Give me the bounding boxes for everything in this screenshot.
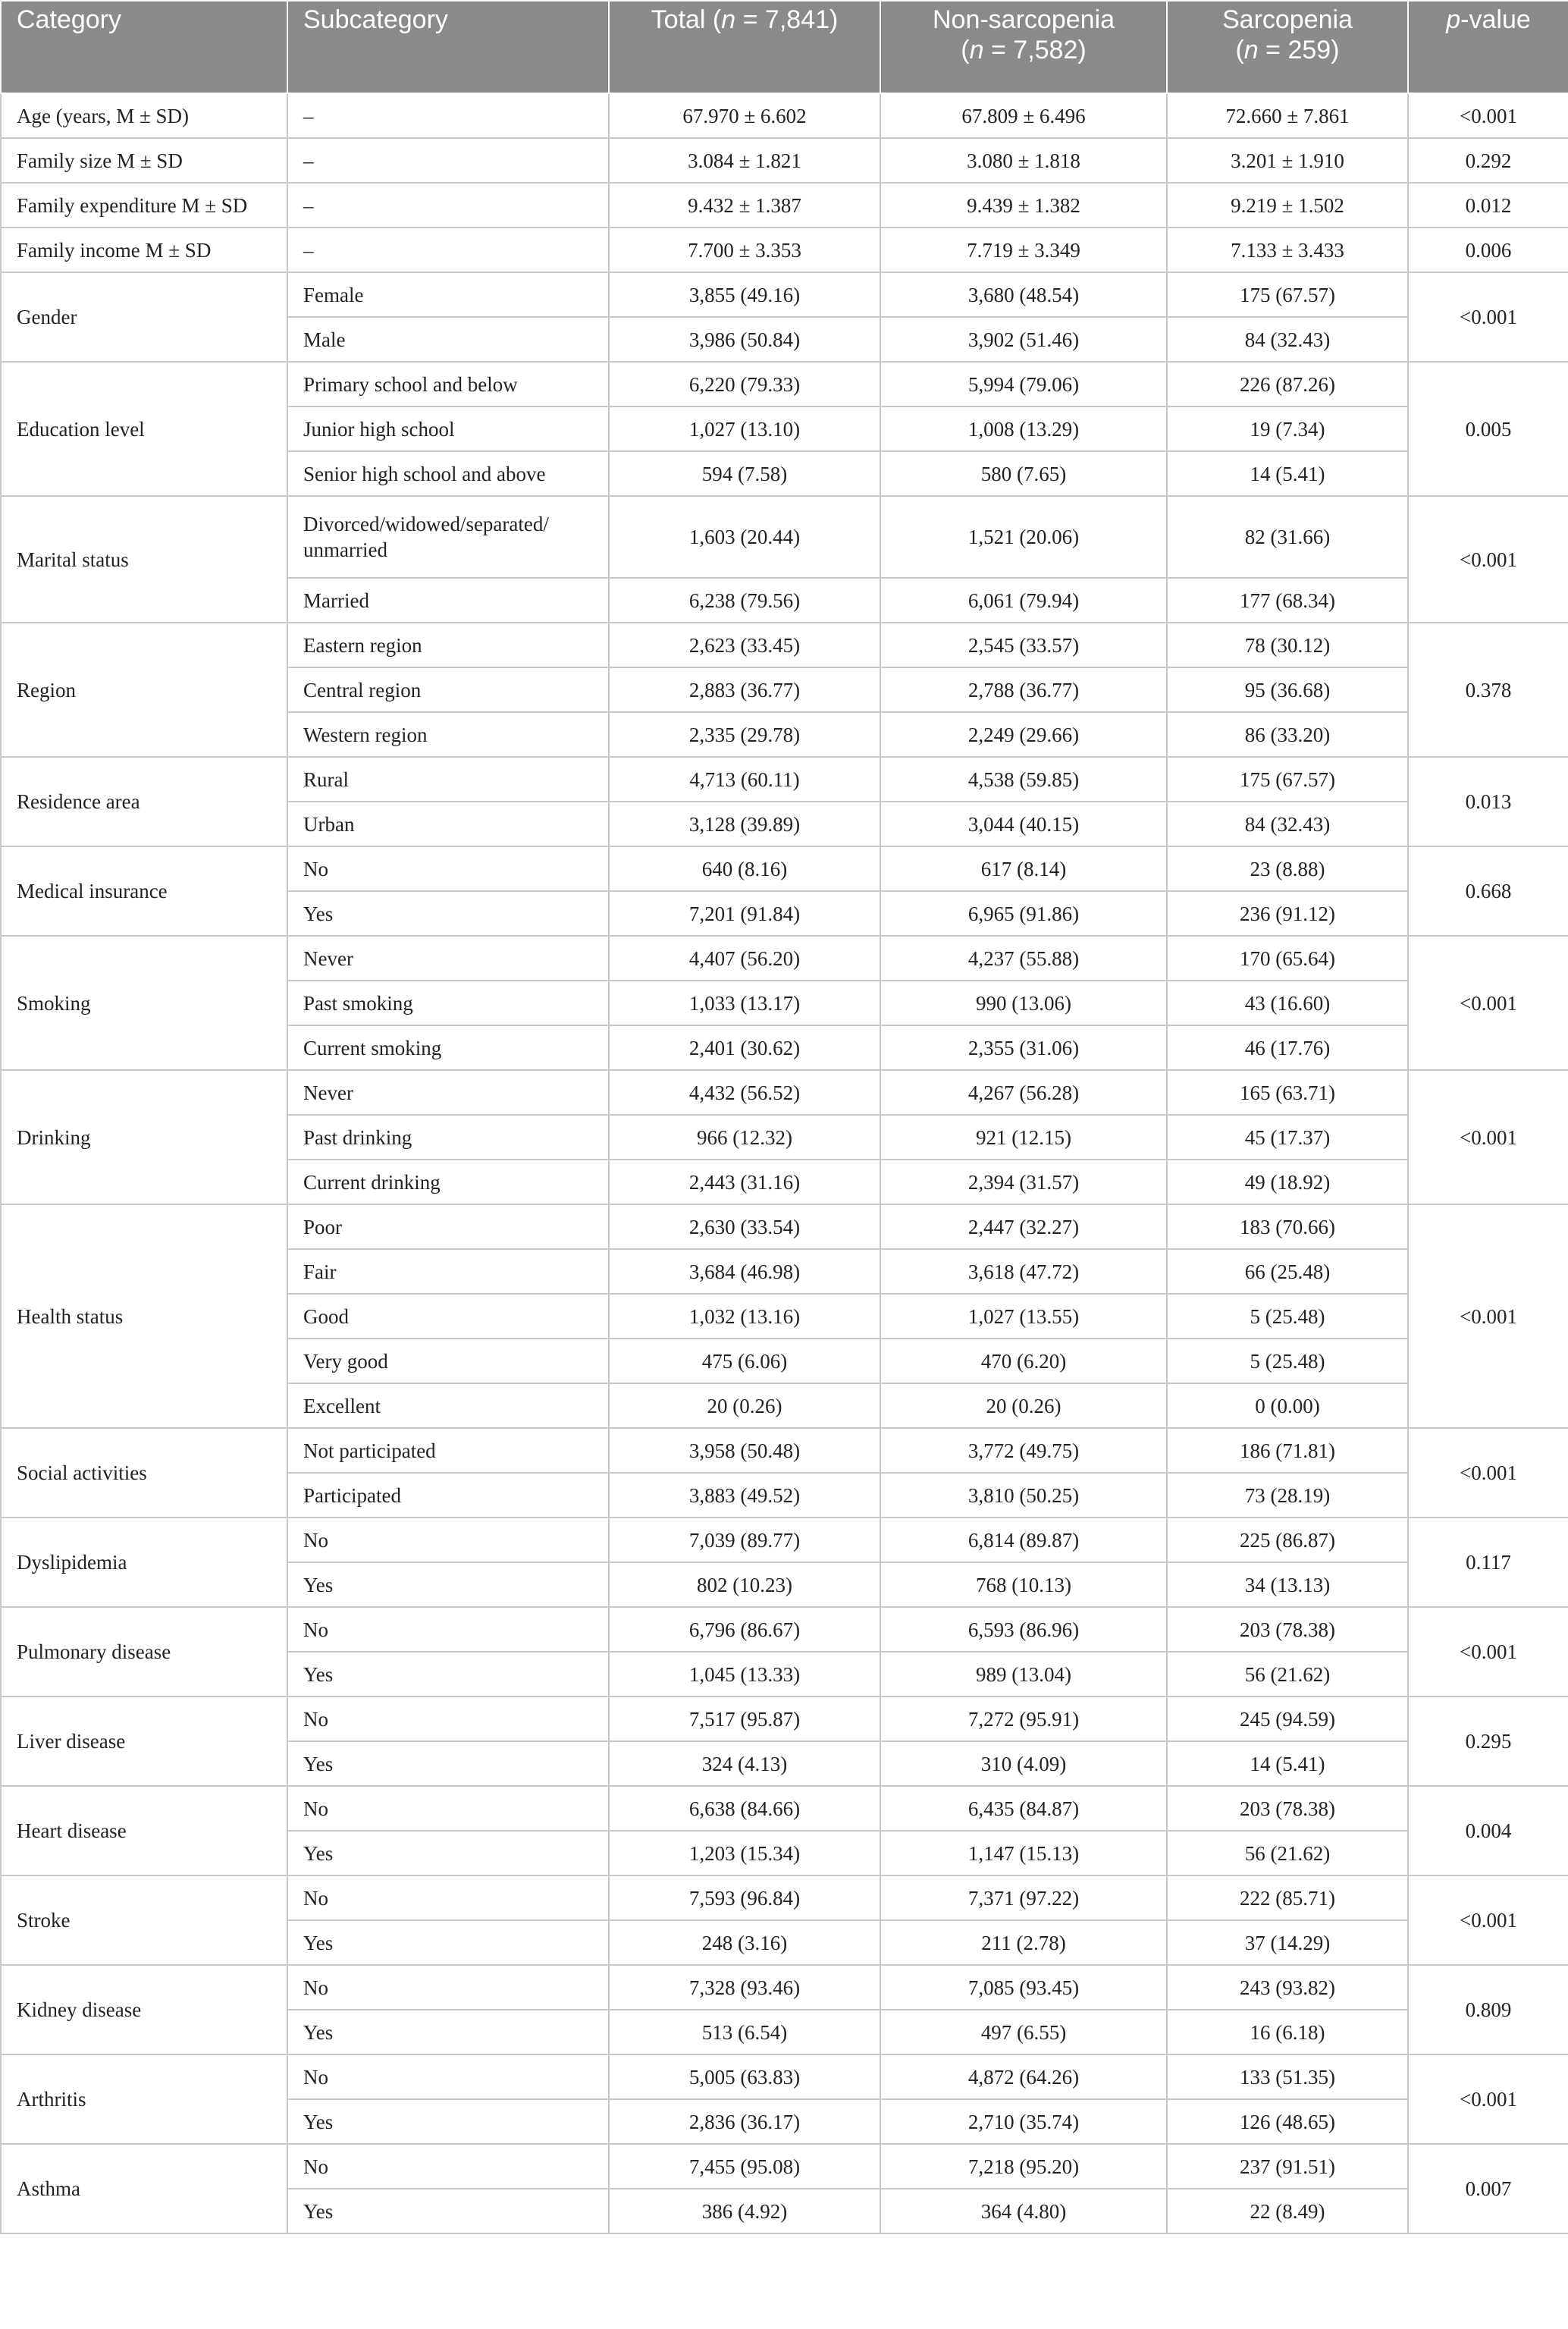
total-cell: 67.970 ± 6.602 <box>609 93 880 138</box>
p-value-cell: <0.001 <box>1408 936 1568 1070</box>
p-value-cell: <0.001 <box>1408 272 1568 362</box>
total-cell: 20 (0.26) <box>609 1383 880 1428</box>
sarcopenia-cell: 84 (32.43) <box>1167 317 1408 362</box>
subcategory-cell: No <box>287 1697 609 1741</box>
total-cell: 2,335 (29.78) <box>609 712 880 757</box>
non-sarcopenia-cell: 7.719 ± 3.349 <box>880 228 1167 272</box>
table-row <box>1 1697 1568 1741</box>
category-cell: Social activities <box>1 1428 287 1518</box>
sarcopenia-cell: 245 (94.59) <box>1167 1697 1408 1741</box>
sarcopenia-cell: 23 (8.88) <box>1167 846 1408 891</box>
subcategory-cell: Not participated <box>287 1428 609 1473</box>
non-sarcopenia-cell: 1,521 (20.06) <box>880 496 1167 578</box>
total-cell: 6,796 (86.67) <box>609 1607 880 1652</box>
sarcopenia-cell: 236 (91.12) <box>1167 891 1408 936</box>
category-cell: Medical insurance <box>1 846 287 936</box>
category-cell: Family size M ± SD <box>1 138 287 183</box>
subcategory-cell: No <box>287 2054 609 2099</box>
table-row <box>1 1518 1568 1562</box>
sarcopenia-cell: 37 (14.29) <box>1167 1920 1408 1965</box>
total-cell: 5,005 (63.83) <box>609 2054 880 2099</box>
category-cell: Dyslipidemia <box>1 1518 287 1607</box>
sarcopenia-cell: 22 (8.49) <box>1167 2189 1408 2233</box>
table-row <box>1 93 1568 138</box>
sarcopenia-cell: 170 (65.64) <box>1167 936 1408 981</box>
table-row <box>1 183 1568 228</box>
non-sarcopenia-cell: 1,027 (13.55) <box>880 1294 1167 1339</box>
total-cell: 3,855 (49.16) <box>609 272 880 317</box>
subcategory-cell: Yes <box>287 1562 609 1607</box>
category-cell: Family expenditure M ± SD <box>1 183 287 228</box>
total-cell: 7,328 (93.46) <box>609 1965 880 2010</box>
non-sarcopenia-cell: 3,680 (48.54) <box>880 272 1167 317</box>
p-value-cell: <0.001 <box>1408 496 1568 623</box>
category-cell: Kidney disease <box>1 1965 287 2054</box>
subcategory-cell: Yes <box>287 2099 609 2144</box>
subcategory-cell: No <box>287 2144 609 2189</box>
subcategory-cell: Never <box>287 936 609 981</box>
sarcopenia-cell: 95 (36.68) <box>1167 667 1408 712</box>
total-cell: 4,432 (56.52) <box>609 1070 880 1115</box>
sarcopenia-cell: 225 (86.87) <box>1167 1518 1408 1562</box>
subcategory-cell: Central region <box>287 667 609 712</box>
total-cell: 9.432 ± 1.387 <box>609 183 880 228</box>
non-sarcopenia-cell: 364 (4.80) <box>880 2189 1167 2233</box>
non-sarcopenia-cell: 2,394 (31.57) <box>880 1160 1167 1204</box>
sarcopenia-cell: 78 (30.12) <box>1167 623 1408 667</box>
table-row <box>1 1875 1568 1920</box>
subcategory-cell: No <box>287 1965 609 2010</box>
total-cell: 3,684 (46.98) <box>609 1249 880 1294</box>
total-cell: 966 (12.32) <box>609 1115 880 1160</box>
p-value-cell: 0.007 <box>1408 2144 1568 2233</box>
p-value-cell: 0.809 <box>1408 1965 1568 2054</box>
total-cell: 1,603 (20.44) <box>609 496 880 578</box>
header-non-sarcopenia: Non-sarcopenia (n = 7,582) <box>880 1 1167 93</box>
header-total: Total (n = 7,841) <box>609 1 880 93</box>
p-value-cell: 0.378 <box>1408 623 1568 757</box>
subcategory-cell: Urban <box>287 802 609 846</box>
subcategory-cell: Western region <box>287 712 609 757</box>
sarcopenia-cell: 183 (70.66) <box>1167 1204 1408 1249</box>
non-sarcopenia-cell: 9.439 ± 1.382 <box>880 183 1167 228</box>
non-sarcopenia-cell: 3.080 ± 1.818 <box>880 138 1167 183</box>
header-sarc-n: n <box>1243 36 1259 64</box>
table-row <box>1 1428 1568 1473</box>
category-cell: Stroke <box>1 1875 287 1965</box>
total-cell: 475 (6.06) <box>609 1339 880 1383</box>
total-cell: 6,638 (84.66) <box>609 1786 880 1831</box>
table-row <box>1 1965 1568 2010</box>
total-cell: 3.084 ± 1.821 <box>609 138 880 183</box>
non-sarcopenia-cell: 1,008 (13.29) <box>880 406 1167 451</box>
sarcopenia-cell: 84 (32.43) <box>1167 802 1408 846</box>
total-cell: 1,203 (15.34) <box>609 1831 880 1875</box>
subcategory-cell: Yes <box>287 1652 609 1697</box>
category-cell: Drinking <box>1 1070 287 1204</box>
non-sarcopenia-cell: 2,249 (29.66) <box>880 712 1167 757</box>
subcategory-cell: Divorced/widowed/separated/ unmarried <box>287 496 609 578</box>
total-cell: 2,623 (33.45) <box>609 623 880 667</box>
category-cell: Gender <box>1 272 287 362</box>
subcategory-cell: Junior high school <box>287 406 609 451</box>
sarcopenia-cell: 86 (33.20) <box>1167 712 1408 757</box>
table-row <box>1 228 1568 272</box>
total-cell: 4,407 (56.20) <box>609 936 880 981</box>
sarcopenia-cell: 237 (91.51) <box>1167 2144 1408 2189</box>
total-cell: 2,836 (36.17) <box>609 2099 880 2144</box>
subcategory-cell: Rural <box>287 757 609 802</box>
total-cell: 594 (7.58) <box>609 451 880 496</box>
non-sarcopenia-cell: 6,814 (89.87) <box>880 1518 1167 1562</box>
subcategory-cell: Poor <box>287 1204 609 1249</box>
category-cell: Family income M ± SD <box>1 228 287 272</box>
header-sarcopenia: Sarcopenia (n = 259) <box>1167 1 1408 93</box>
non-sarcopenia-cell: 6,593 (86.96) <box>880 1607 1167 1652</box>
subcategory-cell: Primary school and below <box>287 362 609 406</box>
p-value-cell: 0.013 <box>1408 757 1568 846</box>
sarcopenia-cell: 186 (71.81) <box>1167 1428 1408 1473</box>
non-sarcopenia-cell: 580 (7.65) <box>880 451 1167 496</box>
non-sarcopenia-cell: 1,147 (15.13) <box>880 1831 1167 1875</box>
sarcopenia-cell: 46 (17.76) <box>1167 1025 1408 1070</box>
total-cell: 7,039 (89.77) <box>609 1518 880 1562</box>
total-cell: 1,033 (13.17) <box>609 981 880 1025</box>
table-row <box>1 936 1568 981</box>
total-cell: 6,220 (79.33) <box>609 362 880 406</box>
total-cell: 7.700 ± 3.353 <box>609 228 880 272</box>
total-cell: 7,455 (95.08) <box>609 2144 880 2189</box>
p-value-cell: 0.668 <box>1408 846 1568 936</box>
total-cell: 513 (6.54) <box>609 2010 880 2054</box>
non-sarcopenia-cell: 67.809 ± 6.496 <box>880 93 1167 138</box>
non-sarcopenia-cell: 2,710 (35.74) <box>880 2099 1167 2144</box>
table-row <box>1 272 1568 317</box>
subcategory-cell: No <box>287 846 609 891</box>
total-cell: 6,238 (79.56) <box>609 578 880 623</box>
subcategory-cell: Yes <box>287 1920 609 1965</box>
total-cell: 2,443 (31.16) <box>609 1160 880 1204</box>
p-value-cell: 0.292 <box>1408 138 1568 183</box>
sarcopenia-cell: 175 (67.57) <box>1167 272 1408 317</box>
sarcopenia-cell: 34 (13.13) <box>1167 1562 1408 1607</box>
table-row <box>1 2054 1568 2099</box>
sarcopenia-cell: 222 (85.71) <box>1167 1875 1408 1920</box>
non-sarcopenia-cell: 617 (8.14) <box>880 846 1167 891</box>
sarcopenia-cell: 9.219 ± 1.502 <box>1167 183 1408 228</box>
total-cell: 4,713 (60.11) <box>609 757 880 802</box>
total-cell: 1,027 (13.10) <box>609 406 880 451</box>
sarcopenia-cell: 0 (0.00) <box>1167 1383 1408 1428</box>
subcategory-cell: Good <box>287 1294 609 1339</box>
non-sarcopenia-cell: 4,538 (59.85) <box>880 757 1167 802</box>
non-sarcopenia-cell: 7,218 (95.20) <box>880 2144 1167 2189</box>
table-row <box>1 2144 1568 2189</box>
p-value-cell: <0.001 <box>1408 1428 1568 1518</box>
p-value-cell: 0.005 <box>1408 362 1568 496</box>
sarcopenia-cell: 175 (67.57) <box>1167 757 1408 802</box>
sarcopenia-cell: 49 (18.92) <box>1167 1160 1408 1204</box>
sarcopenia-cell: 203 (78.38) <box>1167 1786 1408 1831</box>
non-sarcopenia-cell: 7,371 (97.22) <box>880 1875 1167 1920</box>
non-sarcopenia-cell: 6,061 (79.94) <box>880 578 1167 623</box>
table-row <box>1 1204 1568 1249</box>
non-sarcopenia-cell: 989 (13.04) <box>880 1652 1167 1697</box>
non-sarcopenia-cell: 211 (2.78) <box>880 1920 1167 1965</box>
p-value-cell: 0.006 <box>1408 228 1568 272</box>
subcategory-cell: – <box>287 228 609 272</box>
non-sarcopenia-cell: 310 (4.09) <box>880 1741 1167 1786</box>
non-sarcopenia-cell: 4,872 (64.26) <box>880 2054 1167 2099</box>
subcategory-cell: Current smoking <box>287 1025 609 1070</box>
total-cell: 3,958 (50.48) <box>609 1428 880 1473</box>
total-cell: 3,128 (39.89) <box>609 802 880 846</box>
subcategory-cell: Yes <box>287 1741 609 1786</box>
non-sarcopenia-cell: 4,237 (55.88) <box>880 936 1167 981</box>
sarcopenia-cell: 226 (87.26) <box>1167 362 1408 406</box>
header-category: Category <box>1 1 287 93</box>
total-cell: 3,986 (50.84) <box>609 317 880 362</box>
category-cell: Health status <box>1 1204 287 1428</box>
non-sarcopenia-cell: 990 (13.06) <box>880 981 1167 1025</box>
total-cell: 2,883 (36.77) <box>609 667 880 712</box>
table-row <box>1 496 1568 578</box>
non-sarcopenia-cell: 2,545 (33.57) <box>880 623 1167 667</box>
table-row <box>1 846 1568 891</box>
subcategory-cell: Very good <box>287 1339 609 1383</box>
sarcopenia-cell: 126 (48.65) <box>1167 2099 1408 2144</box>
category-cell: Liver disease <box>1 1697 287 1786</box>
total-cell: 7,593 (96.84) <box>609 1875 880 1920</box>
sarcopenia-cell: 45 (17.37) <box>1167 1115 1408 1160</box>
category-cell: Asthma <box>1 2144 287 2233</box>
p-value-cell: <0.001 <box>1408 1875 1568 1965</box>
sarcopenia-cell: 56 (21.62) <box>1167 1831 1408 1875</box>
p-value-cell: <0.001 <box>1408 1607 1568 1697</box>
table-header <box>1 1 1568 93</box>
category-cell: Residence area <box>1 757 287 846</box>
sarcopenia-cell: 14 (5.41) <box>1167 1741 1408 1786</box>
non-sarcopenia-cell: 3,810 (50.25) <box>880 1473 1167 1518</box>
non-sarcopenia-cell: 497 (6.55) <box>880 2010 1167 2054</box>
non-sarcopenia-cell: 2,355 (31.06) <box>880 1025 1167 1070</box>
sarcopenia-cell: 7.133 ± 3.433 <box>1167 228 1408 272</box>
category-cell: Heart disease <box>1 1786 287 1875</box>
sarcopenia-cell: 243 (93.82) <box>1167 1965 1408 2010</box>
subcategory-cell: – <box>287 138 609 183</box>
table-row <box>1 138 1568 183</box>
table-row <box>1 1070 1568 1115</box>
table-row <box>1 1607 1568 1652</box>
table-row <box>1 1786 1568 1831</box>
sarcopenia-cell: 82 (31.66) <box>1167 496 1408 578</box>
total-cell: 2,630 (33.54) <box>609 1204 880 1249</box>
non-sarcopenia-cell: 4,267 (56.28) <box>880 1070 1167 1115</box>
subcategory-cell: Male <box>287 317 609 362</box>
header-p-value: p-value <box>1408 1 1568 93</box>
subcategory-cell: Eastern region <box>287 623 609 667</box>
non-sarcopenia-cell: 921 (12.15) <box>880 1115 1167 1160</box>
sarcopenia-cell: 133 (51.35) <box>1167 2054 1408 2099</box>
subcategory-cell: Past drinking <box>287 1115 609 1160</box>
non-sarcopenia-cell: 3,618 (47.72) <box>880 1249 1167 1294</box>
p-value-cell: 0.117 <box>1408 1518 1568 1607</box>
table-row <box>1 623 1568 667</box>
non-sarcopenia-cell: 470 (6.20) <box>880 1339 1167 1383</box>
non-sarcopenia-cell: 20 (0.26) <box>880 1383 1167 1428</box>
total-cell: 324 (4.13) <box>609 1741 880 1786</box>
p-value-cell: <0.001 <box>1408 1070 1568 1204</box>
total-cell: 802 (10.23) <box>609 1562 880 1607</box>
p-value-cell: 0.004 <box>1408 1786 1568 1875</box>
total-cell: 386 (4.92) <box>609 2189 880 2233</box>
category-cell: Marital status <box>1 496 287 623</box>
sarcopenia-cell: 177 (68.34) <box>1167 578 1408 623</box>
header-subcategory: Subcategory <box>287 1 609 93</box>
total-cell: 3,883 (49.52) <box>609 1473 880 1518</box>
sarcopenia-cell: 165 (63.71) <box>1167 1070 1408 1115</box>
subcategory-cell: No <box>287 1607 609 1652</box>
subcategory-cell: Yes <box>287 891 609 936</box>
p-value-cell: <0.001 <box>1408 2054 1568 2144</box>
sarcopenia-cell: 66 (25.48) <box>1167 1249 1408 1294</box>
table-body <box>1 93 1568 2233</box>
subcategory-cell: No <box>287 1786 609 1831</box>
header-non-n: n <box>969 36 984 64</box>
header-row <box>1 1 1568 93</box>
total-cell: 640 (8.16) <box>609 846 880 891</box>
subcategory-cell: Married <box>287 578 609 623</box>
subcategory-cell: Fair <box>287 1249 609 1294</box>
non-sarcopenia-cell: 2,447 (32.27) <box>880 1204 1167 1249</box>
category-cell: Region <box>1 623 287 757</box>
subcategory-cell: – <box>287 183 609 228</box>
subcategory-cell: No <box>287 1875 609 1920</box>
sarcopenia-cell: 73 (28.19) <box>1167 1473 1408 1518</box>
non-sarcopenia-cell: 3,772 (49.75) <box>880 1428 1167 1473</box>
total-cell: 248 (3.16) <box>609 1920 880 1965</box>
p-value-cell: <0.001 <box>1408 93 1568 138</box>
non-sarcopenia-cell: 768 (10.13) <box>880 1562 1167 1607</box>
sarcopenia-cell: 72.660 ± 7.861 <box>1167 93 1408 138</box>
sarcopenia-cell: 5 (25.48) <box>1167 1339 1408 1383</box>
category-cell: Pulmonary disease <box>1 1607 287 1697</box>
sarcopenia-cell: 3.201 ± 1.910 <box>1167 138 1408 183</box>
subcategory-cell: Female <box>287 272 609 317</box>
category-cell: Education level <box>1 362 287 496</box>
subcategory-cell: Yes <box>287 2189 609 2233</box>
non-sarcopenia-cell: 2,788 (36.77) <box>880 667 1167 712</box>
subcategory-cell: Yes <box>287 2010 609 2054</box>
total-cell: 1,045 (13.33) <box>609 1652 880 1697</box>
total-cell: 7,201 (91.84) <box>609 891 880 936</box>
non-sarcopenia-cell: 6,435 (84.87) <box>880 1786 1167 1831</box>
subcategory-cell: Yes <box>287 1831 609 1875</box>
header-total-n: n <box>721 5 736 34</box>
p-value-cell: 0.012 <box>1408 183 1568 228</box>
non-sarcopenia-cell: 7,272 (95.91) <box>880 1697 1167 1741</box>
subcategory-cell: Participated <box>287 1473 609 1518</box>
sarcopenia-cell: 43 (16.60) <box>1167 981 1408 1025</box>
category-cell: Age (years, M ± SD) <box>1 93 287 138</box>
p-value-cell: 0.295 <box>1408 1697 1568 1786</box>
total-cell: 1,032 (13.16) <box>609 1294 880 1339</box>
total-cell: 7,517 (95.87) <box>609 1697 880 1741</box>
non-sarcopenia-cell: 3,044 (40.15) <box>880 802 1167 846</box>
subcategory-cell: No <box>287 1518 609 1562</box>
table-row <box>1 757 1568 802</box>
non-sarcopenia-cell: 7,085 (93.45) <box>880 1965 1167 2010</box>
subcategory-cell: Senior high school and above <box>287 451 609 496</box>
category-cell: Arthritis <box>1 2054 287 2144</box>
sarcopenia-cell: 203 (78.38) <box>1167 1607 1408 1652</box>
total-cell: 2,401 (30.62) <box>609 1025 880 1070</box>
sarcopenia-cell: 14 (5.41) <box>1167 451 1408 496</box>
subcategory-cell: Never <box>287 1070 609 1115</box>
category-cell: Smoking <box>1 936 287 1070</box>
sarcopenia-cell: 56 (21.62) <box>1167 1652 1408 1697</box>
table-row <box>1 362 1568 406</box>
non-sarcopenia-cell: 6,965 (91.86) <box>880 891 1167 936</box>
sarcopenia-cell: 19 (7.34) <box>1167 406 1408 451</box>
subcategory-cell: Excellent <box>287 1383 609 1428</box>
non-sarcopenia-cell: 3,902 (51.46) <box>880 317 1167 362</box>
subcategory-cell: Current drinking <box>287 1160 609 1204</box>
sarcopenia-cell: 16 (6.18) <box>1167 2010 1408 2054</box>
subcategory-cell: – <box>287 93 609 138</box>
non-sarcopenia-cell: 5,994 (79.06) <box>880 362 1167 406</box>
sarcopenia-cell: 5 (25.48) <box>1167 1294 1408 1339</box>
p-value-cell: <0.001 <box>1408 1204 1568 1428</box>
subcategory-cell: Past smoking <box>287 981 609 1025</box>
